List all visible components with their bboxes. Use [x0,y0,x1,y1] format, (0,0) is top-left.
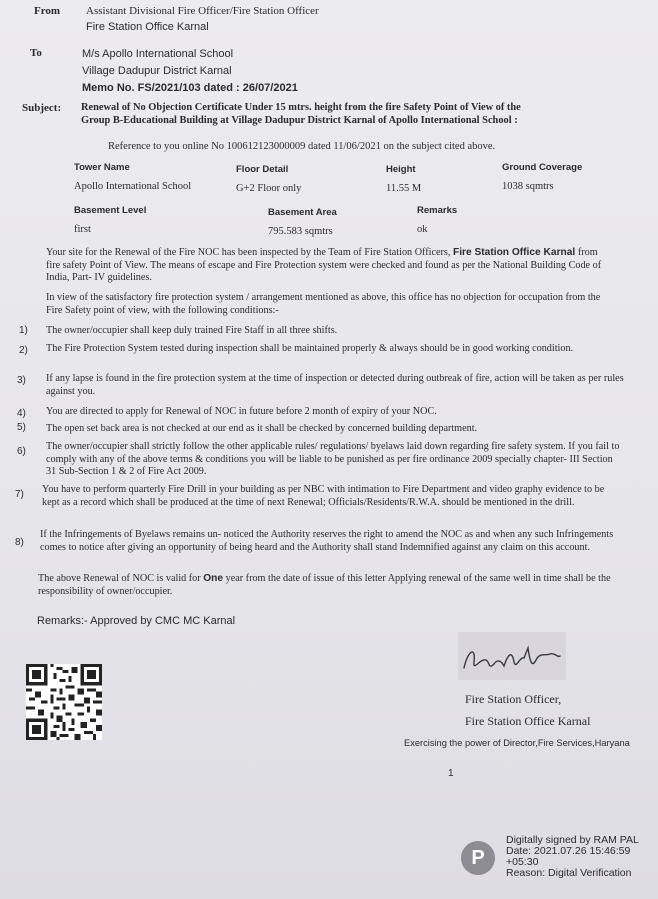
condition-6-text: The owner/occupier shall strictly follow the other applicable rules/ regulations/ byelaws laid down regarding fire safety system. If you fail to comply with any of the above terms & conditions you will be liable to be punished as per fire ordinance 2009 specially chapter- III Section 31 Sub-Section 1 & 2 of Fire Act 2009. [46,441,620,478]
validity-text-bold: One [203,573,224,584]
from-label: From [34,5,61,17]
remarks-label: Remarks [417,205,458,216]
condition-8-number: 8) [15,537,24,548]
condition-7-number: 7) [15,489,24,500]
signature-scribble [458,632,566,680]
condition-6-number: 6) [17,446,26,457]
signatory-title: Fire Station Officer, [465,692,562,706]
ground-coverage-value: 1038 sqmtrs [502,181,554,192]
validity-text-a: The above Renewal of NOC is valid for [38,573,201,584]
reference-line: Reference to you online No 100612123000009 dated 11/06/2021 on the subject cited above. [108,141,496,152]
intro-paragraph-1 [46,247,612,285]
qr-code [26,664,102,740]
height-value: 11.55 M [386,183,422,194]
from-line-2: Fire Station Office Karnal [86,21,209,33]
digital-signature-block [506,835,639,879]
remarks-value: ok [417,224,428,235]
condition-4-number: 4) [17,408,26,419]
signatory-office: Fire Station Office Karnal [465,714,591,728]
basement-level-value: first [74,224,91,235]
height-label: Height [386,164,416,175]
to-line-1: M/s Apollo International School [82,48,234,60]
ground-coverage-label: Ground Coverage [502,162,583,173]
condition-7-text: You have to perform quarterly Fire Drill in your building as per NBC with intimation to Fire Department and video graphy evidence to be kept as a record which shall be produced at the time of next Renewal; Officials/Residents/R.W.A. should be mentioned in the drill. [42,484,605,508]
page-mark: 1 [448,768,454,779]
condition-2-number: 2) [19,345,28,356]
intro-text-b: from fire safety Point of View. The means of escape and Fire Protection system were checked and found as per the National Building Code of India, Part- IV guidelines. [46,247,602,284]
basement-level-label: Basement Level [74,205,147,216]
verified-stamp-icon: P [461,841,495,875]
memo-number: Memo No. FS/2021/103 dated : 26/07/2021 [82,82,298,94]
to-label: To [30,47,42,59]
floor-detail-value: G+2 Floor only [236,183,302,194]
condition-3-text: If any lapse is found in the fire protection system at the time of inspection or detected during outbreak of fire, action will be taken as per rules against you. [46,373,624,397]
digital-signed-by: Digitally signed by RAM PAL [506,834,639,846]
digital-date: Date: 2021.07.26 15:46:59 [506,845,631,857]
validity-text-b: year from the date of issue of this letter Applying renewal of the same well in time shall be the responsibility of owner/occupier. [38,573,611,597]
condition-4-text: You are directed to apply for Renewal of NOC in future before 2 month of expiry of your NOC. [46,406,437,417]
signature-text [460,634,464,635]
condition-3-number: 3) [17,375,26,386]
subject-label: Subject: [22,102,62,114]
digital-timezone: +05:30 [506,856,539,868]
condition-1-text: The owner/occupier shall keep duly trained Fire Staff in all three shifts. [46,325,338,336]
approval-remarks: Remarks:- Approved by CMC MC Karnal [37,615,236,627]
intro-text-a: Your site for the Renewal of the Fire NOC has been inspected by the Team of Fire Station Officers, [46,247,451,258]
tower-name-value: Apollo International School [74,181,192,192]
subject-line-2: Group B-Educational Building at Village Dadupur District Karnal of Apollo International School : [81,115,518,126]
subject-line-1: Renewal of No Objection Certificate Under 15 mtrs. height from the fire Safety Point of View of the [81,102,521,113]
intro-text-bold: Fire Station Office Karnal [452,247,576,258]
to-line-2: Village Dadupur District Karnal [82,65,232,77]
basement-area-value: 795.583 sqmtrs [268,226,333,237]
condition-5-number: 5) [17,422,26,433]
intro-paragraph-2: In view of the satisfactory fire protection system / arrangement mentioned as above, this office has no objection for occupation from the Fire Safety point of view, with the following conditions:- [46,292,601,316]
validity-paragraph [38,573,623,598]
tower-name-label: Tower Name [74,162,130,173]
digital-reason: Reason: Digital Verification [506,867,632,879]
basement-area-label: Basement Area [268,207,337,218]
condition-8-text: If the Infringements of Byelaws remains un- noticed the Authority reserves the right to amend the NOC as and when any such Infringements comes to notice after giving an opportunity of being heard and the Authority shall stand Indemnified against any claim on this account. [40,529,614,553]
from-line-1: Assistant Divisional Fire Officer/Fire Station Officer [86,5,319,17]
signatory-authority: Exercising the power of Director,Fire Services,Haryana [404,738,630,748]
condition-5-text: The open set back area is not checked at our end as it shall be checked by concerned building department. [46,423,478,434]
floor-detail-label: Floor Detail [236,164,289,175]
condition-2-text: The Fire Protection System tested during inspection shall be maintained properly & always should be in good working condition. [46,343,574,354]
condition-1-number: 1) [19,325,28,336]
